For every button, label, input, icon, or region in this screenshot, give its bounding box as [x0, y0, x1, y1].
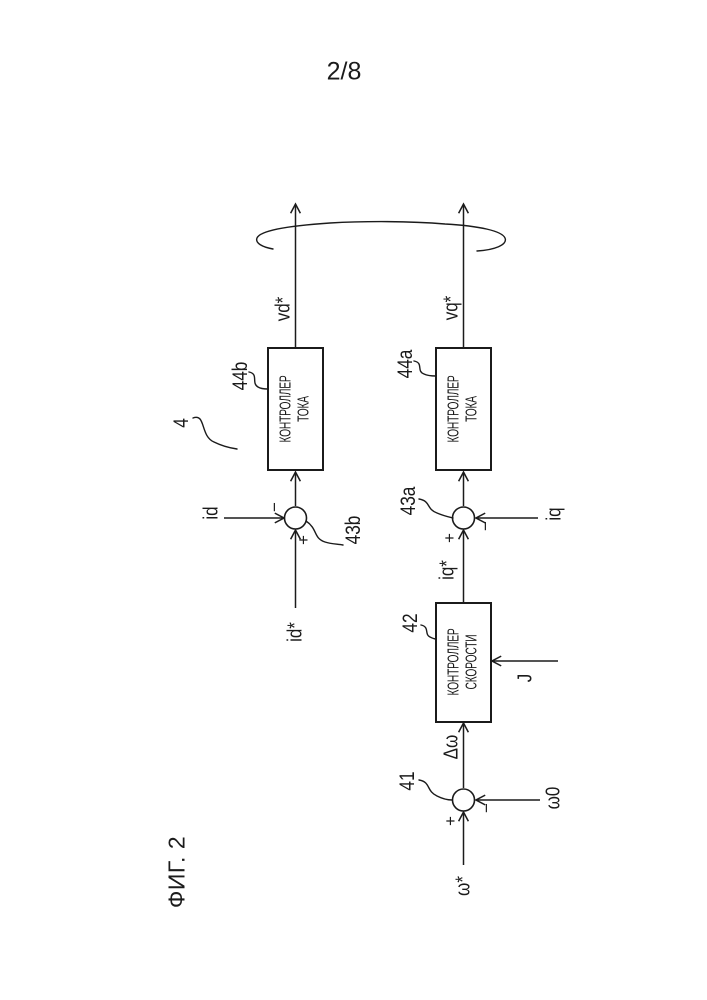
sign-plus-43b: +: [294, 535, 313, 545]
ref-43b-label: 43b: [342, 515, 365, 545]
speed-error-label: Δω: [440, 734, 463, 760]
speed-feedback-label: ω0: [542, 786, 565, 810]
block-42-line2: СКОРОСТИ: [463, 634, 481, 690]
ref-44a-label: 44a: [394, 349, 417, 379]
inertia-label: J: [514, 673, 537, 683]
leader-43a: [419, 499, 453, 518]
ref-43a-label: 43a: [397, 486, 420, 516]
id-feedback-label: id: [200, 506, 223, 520]
vd-output-label: vd*: [272, 296, 295, 322]
leader-41: [419, 780, 452, 800]
summing-junction-41: [453, 789, 475, 811]
block-44a-line1: КОНТРОЛЛЕР: [445, 375, 463, 443]
figure-label: ФИГ. 2: [163, 835, 190, 909]
summing-junction-43a: [453, 507, 475, 529]
ref-42-label: 42: [399, 613, 422, 633]
block-44a-line2: ТОКА: [463, 396, 481, 422]
block-44b-line2: ТОКА: [295, 396, 313, 422]
speed-command-label: ω*: [452, 876, 475, 896]
page-number: 2/8: [326, 57, 362, 86]
vq-output-label: vq*: [440, 295, 463, 321]
iq-command-label: iq*: [436, 560, 459, 580]
id-command-label: id*: [284, 622, 307, 642]
block-44b-label: [277, 375, 314, 442]
ref-41-label: 41: [396, 771, 419, 791]
sign-plus-41: +: [441, 816, 460, 826]
iq-feedback-label: iq: [543, 507, 566, 521]
summing-junction-43b: [285, 507, 307, 529]
block-44b-line1: КОНТРОЛЛЕР: [277, 375, 295, 443]
rotation-loop-curve: [257, 222, 506, 251]
sign-minus-43a: −: [476, 521, 495, 531]
ref-44b-label: 44b: [229, 361, 252, 391]
sign-minus-41: −: [477, 803, 496, 813]
sign-plus-43a: +: [440, 533, 459, 543]
block-42-line1: КОНТРОЛЛЕР: [445, 628, 463, 696]
block-44a-label: [445, 375, 482, 442]
leader-4: [193, 417, 237, 449]
sign-minus-43b: −: [265, 502, 284, 512]
leader-42: [421, 625, 436, 639]
block-42-label: [445, 628, 482, 695]
system-ref-label: 4: [170, 418, 193, 428]
